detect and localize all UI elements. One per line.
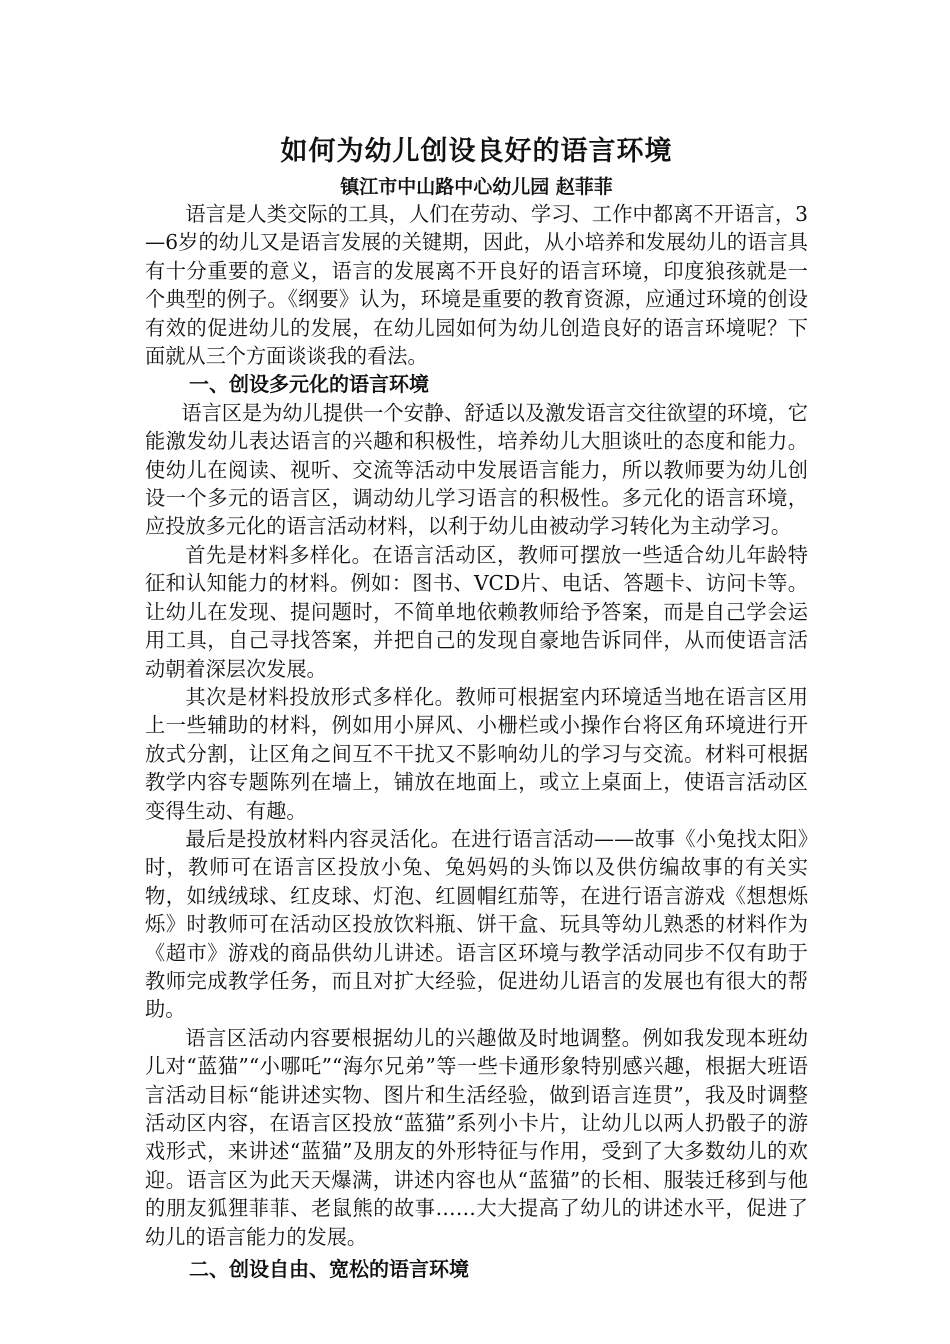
document-byline: 镇江市中山路中心幼儿园 赵菲菲 (340, 176, 613, 198)
intro-paragraph: 语言是人类交际的工具，人们在劳动、学习、工作中都离不开语言，3—6岁的幼儿又是语言发展的关键期，因此，从小培养和发展幼儿的语言具有十分重要的意义，语言的发展离不开良好的语言环境，印度狼孩就是一个典型的例子。《纲要》认为，环境是重要的教育资源，应通过环境的创设有效的促进幼儿的发展，在幼儿园如何为幼儿创造良好的语言环境呢？下面就从三个方面谈谈我的看法。 (145, 202, 808, 369)
section-1-paragraph-1: 语言区是为幼儿提供一个安静、舒适以及激发语言交往欲望的环境，它能激发幼儿表达语言的兴趣和积极性，培养幼儿大胆谈吐的态度和能力。使幼儿在阅读、视听、交流等活动中发展语言能力，所以教师要为幼儿创设一个多元的语言区，调动幼儿学习语言的积极性。多元化的语言环境，应投放多元化的语言活动材料，以利于幼儿由被动学习转化为主动学习。 (145, 400, 808, 539)
section-2-heading: 二、创设自由、宽松的语言环境 (189, 1257, 469, 1282)
section-1-paragraph-5: 语言区活动内容要根据幼儿的兴趣做及时地调整。例如我发现本班幼儿对“蓝猫”“小哪吒”“海尔兄弟”等一些卡通形象特别感兴趣，根据大班语言活动目标“能讲述实物、图片和生活经验，做到语言连贯”，我及时调整活动区内容，在语言区投放“蓝猫”系列小卡片，让幼儿以两人扔骰子的游戏形式，来讲述“蓝猫”及朋友的外形特征与作用，受到了大多数幼儿的欢迎。语言区为此天天爆满，讲述内容也从“蓝猫”的长相、服装迁移到与他的朋友狐狸菲菲、老鼠熊的故事……大大提高了幼儿的讲述水平，促进了幼儿的语言能力的发展。 (145, 1025, 808, 1249)
document-page (145, 132, 808, 1283)
document-title: 如何为幼儿创设良好的语言环境 (280, 136, 673, 167)
section-1-paragraph-2: 首先是材料多样化。在语言活动区，教师可摆放一些适合幼儿年龄特征和认知能力的材料。例如：图书、VCD片、电话、答题卡、访问卡等。让幼儿在发现、提问题时，不简单地依赖教师给予答案，而是自己学会运用工具，自己寻找答案，并把自己的发现自豪地告诉同伴，从而使语言活动朝着深层次发展。 (145, 542, 808, 681)
section-1-paragraph-3: 其次是材料投放形式多样化。教师可根据室内环境适当地在语言区用上一些辅助的材料，例如用小屏风、小栅栏或小操作台将区角环境进行开放式分割，让区角之间互不干扰又不影响幼儿的学习与交流。材料可根据教学内容专题陈列在墙上，铺放在地面上，或立上桌面上，使语言活动区变得生动、有趣。 (145, 684, 808, 823)
section-1-paragraph-4: 最后是投放材料内容灵活化。在进行语言活动——故事《小兔找太阳》时，教师可在语言区投放小兔、兔妈妈的头饰以及供仿编故事的有关实物，如绒绒球、红皮球、灯泡、红圆帽红茄等，在进行语言游戏《想想烁烁》时教师可在活动区投放饮料瓶、饼干盒、玩具等幼儿熟悉的材料作为《超市》游戏的商品供幼儿讲述。语言区环境与教学活动同步不仅有助于教师完成教学任务，而且对扩大经验，促进幼儿语言的发展也有很大的帮助。 (145, 826, 808, 1022)
section-1-heading: 一、创设多元化的语言环境 (189, 372, 429, 397)
